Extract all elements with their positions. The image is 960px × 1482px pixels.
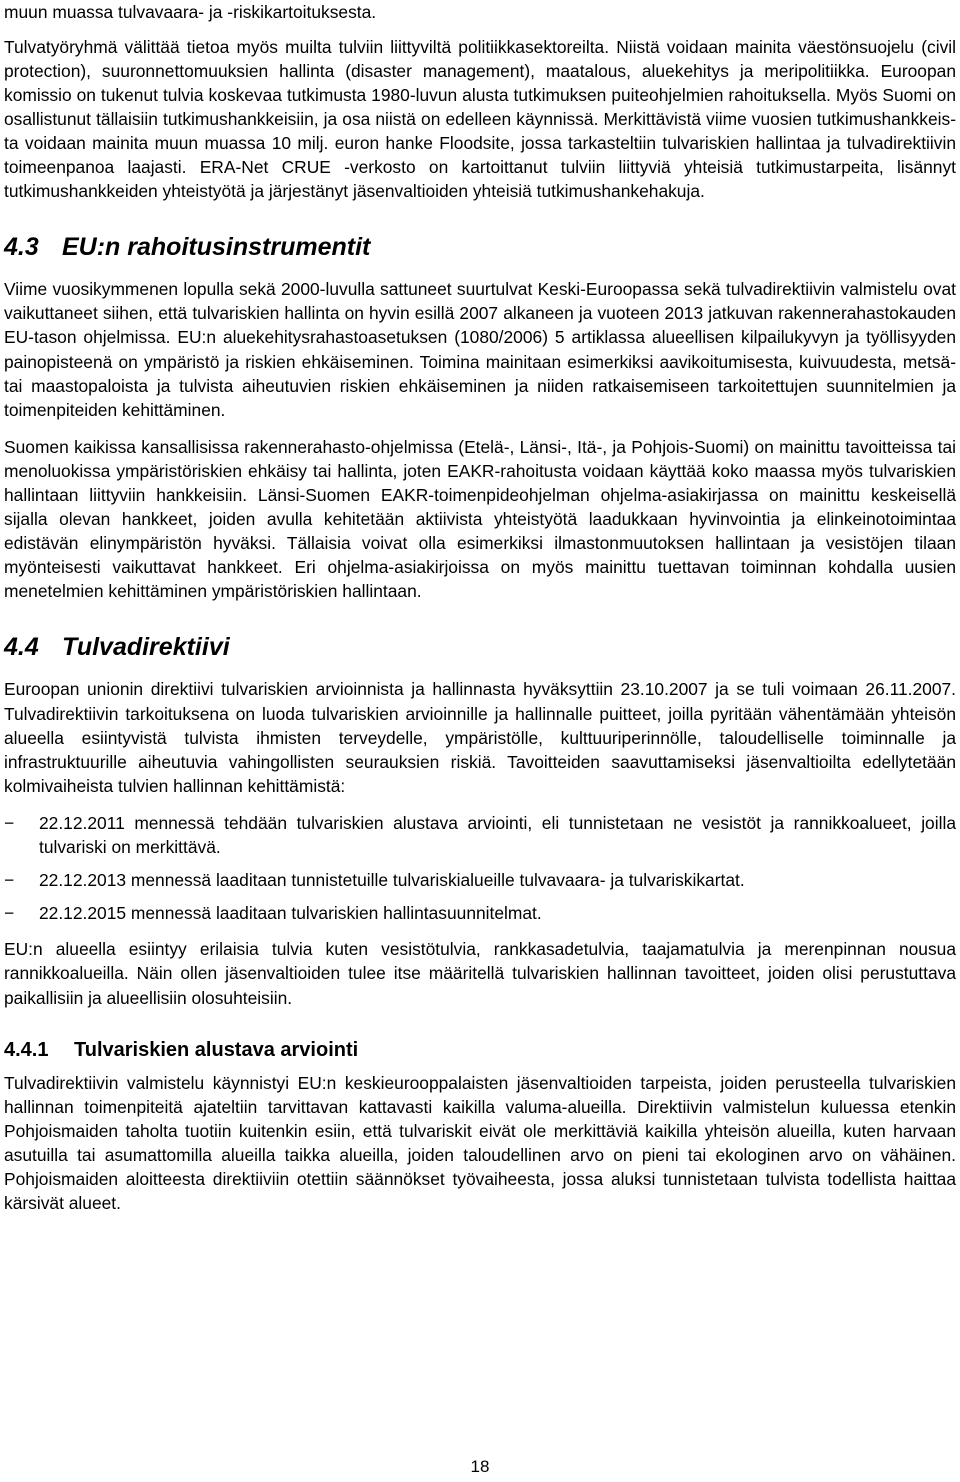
section-number: 4.4.1: [4, 1038, 49, 1061]
spacer: [4, 662, 956, 677]
spacer: [4, 262, 956, 277]
paragraph-flood-types: EU:n alueella esiintyy erilaisia tulvia kuten vesistötulvia, rankkasadetulvia, taajamatulvia ja merenpinnan nousua rannikkoalueilla. Näin ollen jäsenvaltioiden tulee itse määritellä tulvariskien hallinnan tavoitteet, joiden olisi perustuttava paikallisiin ja alueellisiin olosuhteisiin.: [4, 939, 956, 1008]
spacer: [4, 422, 956, 435]
spacer: [4, 798, 956, 811]
deadline-list: [4, 811, 956, 925]
spacer: [4, 1010, 956, 1038]
list-item: [4, 901, 956, 925]
section-title: Tulvadirektiivi: [62, 633, 230, 662]
page-number: 18: [470, 1457, 490, 1476]
list-item-text: 22.12.2011 mennessä tehdään tulvariskien alustava arviointi, eli tunnistetaan ne vesistöt ja rannikkoalueet, joilla tulvariski on merkittävä.: [39, 812, 956, 858]
document-page: [4, 0, 956, 1215]
paragraph-flood-directive: Euroopan unionin direktiivi tulvariskien arvioinnista ja hallinnasta hyväksyttiin 23.10.2007 ja se tuli voimaan 26.11.2007. Tulvadirektiivin tarkoituksena on luoda tulvariskien arvioinnille ja hallinnalle puitteet, joilla pyritään vähentämään yhteisön alueella esiintyvistä tulvista ihmisten terveydelle, ympäristölle, kulttuuriperinnölle, taloudelliselle toiminnalle ja infrastruktuurille aiheutuvia vahingollisten seurauksien riskiä. Tavoitteiden saavuttamiseksi jäsenvaltioilta edellytetään kolmivaiheista tulvien hallinnan kehittämistä:: [4, 679, 956, 796]
paragraph-intro-fragment: muun muassa tulvavaara- ja -riskikartoituksesta.: [4, 1, 377, 22]
dash-icon: −: [4, 870, 15, 891]
paragraph-flood-working-group: Tulvatyöryhmä välittää tietoa myös muilta tulviin liittyviltä politiikkasektoreilta. Niistä voidaan mainita väestönsuojelu (civil protection), suuronnettomuuksien hallinta (disaster management), maatalous, aluekehitys ja meripolitiikka. Euroopan komissio on tukenut tulvia koskevaa tutkimusta 1980-luvun alusta tutkimuksen puiteohjelmien rahoituksella. Myös Suomi on osallistunut tällaisiin tutkimushankkeisiin, ja osa niistä on edelleen käynnissä. Merkittävistä viime vuosien tutkimushankkeista voidaan mainita muun muassa 10 milj. euron hanke Floodsite, jossa tarkasteltiin tulvariskien hallintaa ja tulvadirektiivin toimeenpanoa laajasti. ERA-Net CRUE -verkosto on kartoittanut tulviin liittyviä yhteisiä tutkimustarpeita, lisännyt tutkimushankkeiden yhteistyötä ja järjestänyt jäsenvaltioiden yhteisiä tutkimushankehakuja.: [4, 36, 956, 202]
list-item: [4, 811, 956, 859]
section-number: 4.4: [4, 633, 39, 662]
paragraph-preliminary-assessment: Tulvadirektiivin valmistelu käynnistyi EU:n keskieurooppalaisten jäsenvaltioiden tarpeista, joiden perusteella tulvariskien hallinnan toimenpiteitä ajateltiin tarvittavan kattavasti kaikilla valuma-alueilla. Direktiivin valmistelun kuluessa etenkin Pohjoismaiden taholta tuotiin kuitenkin esiin, että tulvariskit eivät ole merkittäviä kaikilla yhteisön alueilla, kuten harvaan asutuilla tai asumattomilla alueilla taikka alueilla, joiden taloudellinen arvo on pieni tai ekologinen arvo on vähäinen. Pohjoismaiden aloitteesta direktiiviin otettiin säännökset työvaiheesta, jossa aluksi tunnistetaan tulvista todellista haittaa kärsivät alueet.: [4, 1072, 956, 1214]
section-number: 4.3: [4, 233, 39, 262]
list-item-text: 22.12.2015 mennessä laaditaan tulvariskien hallintasuunnitelmat.: [39, 903, 542, 924]
spacer: [4, 925, 956, 937]
spacer: [4, 24, 956, 35]
list-item-text: 22.12.2013 mennessä laaditaan tunnistetuille tulvariskialueille tulvavaara- ja tulvariskikartat.: [39, 870, 745, 891]
paragraph-eu-funding: Viime vuosikymmenen lopulla sekä 2000-luvulla sattuneet suurtulvat Keski-Euroopassa sekä tulvadirektiivin valmistelu ovat vaikuttaneet siihen, että tulvariskien hallinta on hyvin esillä 2007 alkaneen ja vuoteen 2013 jatkuvan rakennerahastokauden EU-tason ohjelmissa. EU:n aluekehitysrahastoasetuksen (1080/2006) 5 artiklassa alueellisen kilpailukyvyn ja työllisyyden painopisteenä on ympäristö ja riskien ehkäiseminen. Toimina mainitaan esimerkiksi aavikoitumisesta, kuivuudesta, metsä- tai maastopaloista ja tulvista aiheutuvien riskien ehkäiseminen ja niiden ratkaisemiseen tarkoitettujen suunnitelmien ja toimenpiteiden kehittäminen.: [4, 279, 956, 420]
dash-icon: −: [4, 903, 15, 924]
section-heading-4-3: [4, 232, 956, 262]
section-title: Tulvariskien alustava arviointi: [74, 1038, 359, 1061]
section-heading-4-4: [4, 632, 956, 662]
paragraph-finland-programmes: Suomen kaikissa kansallisissa rakennerahasto-ohjelmissa (Etelä-, Länsi-, Itä-, ja Pohjois-Suomi) on mainittu tavoitteissa tai menoluokissa ympäristöriskien ehkäisy tai hallinta, joten EAKR-rahoitusta voidaan käyttää koko maassa myös tulvariskien hallintaan liittyviin hankkeisiin. Länsi-Suomen EAKR-toimenpideohjelman ohjelma-asiakirjassa on mainittu keskeisellä sijalla olevan hankkeet, joiden avulla kehitetään aktiivista yhteistyötä laadukkaan hyvinvointia ja elinkeinotoimintaa edistävän elinympäristön hyväksi. Tällaisia voivat olla esimerkiksi ilmastonmuutoksen hallintaan ja vesistöjen tilaan myönteisesti vaikuttavat hankkeet. Eri ohjelma-asiakirjoissa on myös mainittu tuettavan toiminnan kohdalla uusien menetelmien kehittäminen ympäristöriskien hallintaan.: [4, 436, 956, 602]
section-title: EU:n rahoitusinstrumentit: [62, 233, 371, 262]
list-item: [4, 868, 956, 892]
dash-icon: −: [4, 812, 15, 833]
spacer: [4, 1062, 956, 1071]
section-heading-4-4-1: [4, 1038, 956, 1062]
spacer: [4, 203, 956, 232]
spacer: [4, 603, 956, 632]
